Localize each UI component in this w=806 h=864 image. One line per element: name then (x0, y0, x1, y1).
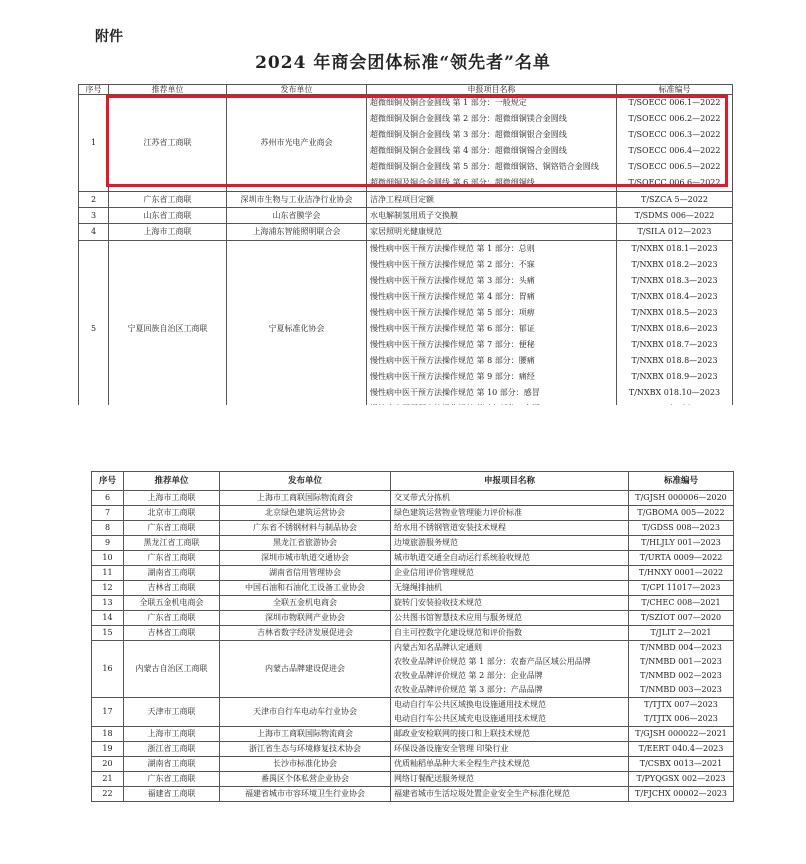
project-cell (391, 506, 629, 521)
project-cell (367, 192, 617, 208)
table-row (92, 581, 734, 596)
row-number: 17 (92, 698, 124, 727)
code-line: T/TJTX 007—2023 (644, 700, 718, 709)
code-line: T/SZCA 5—2022 (641, 194, 708, 204)
table-row (79, 240, 733, 417)
code-line: T/NMBD 002—2023 (640, 671, 722, 680)
publisher-cell: 深圳市城市轨道交通协会 (220, 551, 391, 566)
code-line: T/CPI 11017—2023 (641, 583, 721, 592)
header-publisher: 发布单位 (220, 472, 391, 491)
table-row (92, 566, 734, 581)
project-line: 农牧业品牌评价规范 第 2 部分：企业品牌 (394, 671, 543, 680)
project-line: 超微细铜及铜合金圆线 第 1 部分：一般规定 (370, 98, 527, 107)
code-line: T/SILA 012—2023 (637, 226, 712, 236)
table-row (92, 596, 734, 611)
project-line: 超微细铜及铜合金圆线 第 4 部分：超微细铜锡合金圆线 (370, 146, 567, 155)
publisher-cell: 中国石油和石油化工设备工业协会 (220, 581, 391, 596)
code-cell (629, 641, 734, 698)
row-number: 10 (92, 551, 124, 566)
project-cell (367, 95, 617, 192)
code-cell (617, 208, 733, 224)
code-line: T/GJSH 000006—2020 (635, 493, 727, 502)
header-project: 申报项目名称 (391, 472, 629, 491)
table-row (92, 641, 734, 698)
code-line: T/NXBX 018.4—2023 (631, 291, 718, 301)
project-line: 环保设备设施安全管理 印染行业 (394, 744, 509, 753)
table-row (92, 536, 734, 551)
project-cell (391, 727, 629, 742)
recommender-cell: 宁夏回族自治区工商联 (109, 240, 227, 417)
code-cell (629, 506, 734, 521)
recommender-cell: 湖南省工商联 (124, 566, 220, 581)
recommender-cell: 上海市工商联 (124, 727, 220, 742)
project-cell (391, 566, 629, 581)
page-gap (0, 405, 806, 465)
code-line: T/CHEC 008—2021 (641, 598, 721, 607)
code-line: T/SOECC 006.6—2022 (628, 178, 721, 187)
table-row (79, 208, 733, 224)
code-line: T/NXBX 018.8—2023 (631, 355, 718, 365)
recommender-cell: 全联五金机电商会 (124, 596, 220, 611)
code-line: T/SOECC 006.4—2022 (628, 146, 721, 155)
project-cell (391, 596, 629, 611)
publisher-cell: 福建省城市市容环境卫生行业协会 (220, 787, 391, 802)
row-number: 8 (92, 521, 124, 536)
recommender-cell: 广东省工商联 (109, 192, 227, 208)
publisher-cell: 黑龙江省旅游协会 (220, 536, 391, 551)
table-row (92, 787, 734, 802)
project-cell (391, 581, 629, 596)
project-cell (391, 521, 629, 536)
publisher-cell: 深圳市生物与工业洁净行业协会 (227, 192, 367, 208)
table-row (92, 521, 734, 536)
project-line: 交叉带式分拣机 (394, 493, 450, 502)
code-cell (629, 491, 734, 506)
header-no: 序号 (79, 85, 109, 95)
row-number: 6 (92, 491, 124, 506)
project-line: 慢性病中医干预方法操作规范 第 4 部分：胃痛 (370, 291, 535, 301)
project-cell (367, 240, 617, 417)
row-number: 9 (92, 536, 124, 551)
publisher-cell: 浙江省生态与环境修复技术协会 (220, 742, 391, 757)
project-line: 内蒙古知名品牌认定通则 (394, 643, 482, 652)
code-line: T/GJSH 000022—2021 (635, 729, 727, 738)
code-cell (629, 772, 734, 787)
project-line: 边境旅游服务规范 (394, 538, 458, 547)
code-line: T/NXBX 018.7—2023 (631, 339, 718, 349)
project-line: 农牧业品牌评价规范 第 3 部分：产品品牌 (394, 685, 543, 694)
project-cell (391, 611, 629, 626)
standards-table-page2 (91, 471, 734, 802)
row-number: 4 (79, 224, 109, 240)
project-line: 企业信用评价管理规范 (394, 568, 474, 577)
code-line: T/NXBX 018.1—2023 (631, 243, 718, 253)
publisher-cell: 深圳市物联网产业协会 (220, 611, 391, 626)
code-cell (629, 536, 734, 551)
project-line: 网络订餐配送服务规范 (394, 774, 474, 783)
publisher-cell: 宁夏标准化协会 (227, 240, 367, 417)
code-line: T/NMBD 004—2023 (640, 643, 722, 652)
row-number: 12 (92, 581, 124, 596)
recommender-cell: 黑龙江省工商联 (124, 536, 220, 551)
recommender-cell: 江苏省工商联 (109, 95, 227, 192)
code-cell (629, 698, 734, 727)
code-line: T/SOECC 006.5—2022 (628, 162, 721, 171)
recommender-cell: 北京市工商联 (124, 506, 220, 521)
recommender-cell: 吉林省工商联 (124, 626, 220, 641)
project-cell (391, 787, 629, 802)
code-line: T/SZIOT 007—2020 (640, 613, 722, 622)
row-number: 1 (79, 95, 109, 192)
header-project: 申报项目名称 (367, 85, 617, 95)
row-number: 11 (92, 566, 124, 581)
row-number: 22 (92, 787, 124, 802)
row-number: 5 (79, 240, 109, 417)
table-row (92, 491, 734, 506)
code-line: T/NXBX 018.9—2023 (631, 371, 718, 381)
project-cell (391, 626, 629, 641)
recommender-cell: 上海市工商联 (124, 491, 220, 506)
recommender-cell: 广东省工商联 (124, 611, 220, 626)
publisher-cell: 北京绿色建筑运营协会 (220, 506, 391, 521)
code-cell (629, 727, 734, 742)
table-row (92, 727, 734, 742)
project-line: 邮政业安检联网的接口和上联技术规范 (394, 729, 530, 738)
table1-body (79, 95, 733, 418)
project-line: 超微细铜及铜合金圆线 第 6 部分：超微细铜线 (370, 178, 535, 187)
project-line: 福建省城市生活垃圾处置企业安全生产标准化规范 (394, 789, 570, 798)
project-line: 慢性病中医干预方法操作规范 第 5 部分：项痹 (370, 307, 535, 317)
code-line: T/SOECC 006.3—2022 (628, 130, 721, 139)
publisher-cell: 上海浦东智能照明联合会 (227, 224, 367, 240)
project-cell (367, 224, 617, 240)
code-line: T/GDSS 008—2023 (642, 523, 720, 532)
table-row (92, 772, 734, 787)
project-line: 慢性病中医干预方法操作规范 第 10 部分：感冒 (370, 387, 540, 397)
recommender-cell: 福建省工商联 (124, 787, 220, 802)
table-row (79, 224, 733, 240)
table-row (92, 698, 734, 727)
project-line: 慢性病中医干预方法操作规范 第 9 部分：痛经 (370, 371, 535, 381)
header-recommender: 推荐单位 (124, 472, 220, 491)
table-row (79, 95, 733, 192)
header-code: 标准编号 (617, 85, 733, 95)
publisher-cell: 内蒙古品牌建设促进会 (220, 641, 391, 698)
publisher-cell: 长沙市标准化协会 (220, 757, 391, 772)
code-line: T/GBOMA 005—2022 (637, 508, 725, 517)
publisher-cell: 山东省膜学会 (227, 208, 367, 224)
row-number: 3 (79, 208, 109, 224)
row-number: 16 (92, 641, 124, 698)
row-number: 21 (92, 772, 124, 787)
publisher-cell: 吉林省数字经济发展促进会 (220, 626, 391, 641)
publisher-cell: 苏州市光电产业商会 (227, 95, 367, 192)
publisher-cell: 天津市自行车电动车行业协会 (220, 698, 391, 727)
code-line: T/HLJLY 001—2023 (641, 538, 721, 547)
header-recommender: 推荐单位 (109, 85, 227, 95)
row-number: 15 (92, 626, 124, 641)
code-line: T/NXBX 018.3—2023 (631, 275, 718, 285)
project-line: 无缝绳排抽机 (394, 583, 442, 592)
code-cell (629, 581, 734, 596)
publisher-cell: 广东省不锈钢材料与制品协会 (220, 521, 391, 536)
project-cell (367, 208, 617, 224)
publisher-cell: 全联五金机电商会 (220, 596, 391, 611)
project-line: 慢性病中医干预方法操作规范 第 3 部分：头痛 (370, 275, 535, 285)
standards-table-page1 (78, 84, 733, 418)
code-line: T/NMBD 001—2023 (640, 657, 722, 666)
project-line: 绿色建筑运营物业管理能力评价标准 (394, 508, 522, 517)
recommender-cell: 内蒙古自治区工商联 (124, 641, 220, 698)
project-line: 超微细铜及铜合金圆线 第 2 部分：超微细铜镁合金圆线 (370, 114, 567, 123)
code-line: T/NXBX 018.5—2023 (631, 307, 718, 317)
page-title: 2024 年商会团体标准“领先者”名单 (255, 53, 551, 73)
row-number: 2 (79, 192, 109, 208)
code-line: T/PYQGSX 002—2023 (636, 774, 726, 783)
recommender-cell: 湖南省工商联 (124, 757, 220, 772)
table-row (92, 551, 734, 566)
code-cell (629, 551, 734, 566)
project-line: 城市轨道交通全自动运行系统验收规范 (394, 553, 530, 562)
table-row (92, 611, 734, 626)
code-line: T/EERT 040.4—2023 (638, 744, 724, 753)
project-line: 超微细铜及铜合金圆线 第 3 部分：超微细铜银合金圆线 (370, 130, 567, 139)
code-line: T/HNXY 0001—2022 (638, 568, 724, 577)
code-cell (617, 240, 733, 417)
code-cell (629, 757, 734, 772)
row-number: 18 (92, 727, 124, 742)
code-line: T/FJCHX 00002—2023 (635, 789, 727, 798)
code-line: T/NXBX 018.2—2023 (631, 259, 718, 269)
row-number: 13 (92, 596, 124, 611)
header-publisher: 发布单位 (227, 85, 367, 95)
code-cell (617, 192, 733, 208)
code-cell (629, 521, 734, 536)
code-cell (629, 626, 734, 641)
project-line: 慢性病中医干预方法操作规范 第 1 部分：总则 (370, 243, 535, 253)
row-number: 7 (92, 506, 124, 521)
project-line: 慢性病中医干预方法操作规范 第 6 部分：郁证 (370, 323, 535, 333)
recommender-cell: 广东省工商联 (124, 772, 220, 787)
code-line: T/NMBD 003—2023 (640, 685, 722, 694)
code-line: T/SOECC 006.2—2022 (628, 114, 721, 123)
publisher-cell: 上海市工商联国际物流商会 (220, 727, 391, 742)
recommender-cell: 山东省工商联 (109, 208, 227, 224)
project-line: 慢性病中医干预方法操作规范 第 2 部分：不寐 (370, 259, 535, 269)
project-line: 电动自行车公共区域换电设施通用技术规范 (394, 700, 546, 709)
code-line: T/SDMS 006—2022 (634, 210, 715, 220)
project-cell (391, 742, 629, 757)
attachment-label: 附件 (95, 29, 123, 45)
project-line: 超微细铜及铜合金圆线 第 5 部分：超微细铜铬、铜铬锆合金圆线 (370, 162, 599, 171)
row-number: 19 (92, 742, 124, 757)
publisher-cell: 上海市工商联国际物流商会 (220, 491, 391, 506)
code-cell (617, 95, 733, 192)
project-line: 慢性病中医干预方法操作规范 第 8 部分：腰痛 (370, 355, 535, 365)
project-line: 水电解制氢用质子交换膜 (370, 210, 458, 220)
code-cell (629, 742, 734, 757)
code-cell (629, 611, 734, 626)
project-line: 家居照明光健康规范 (370, 226, 442, 236)
table2-body (92, 491, 734, 802)
project-line: 给水用不锈钢管道安装技术规程 (394, 523, 506, 532)
header-code: 标准编号 (629, 472, 734, 491)
code-line: T/SOECC 006.1—2022 (628, 98, 721, 107)
code-line: T/NXBX 018.6—2023 (631, 323, 718, 333)
recommender-cell: 上海市工商联 (109, 224, 227, 240)
recommender-cell: 广东省工商联 (124, 551, 220, 566)
project-cell (391, 757, 629, 772)
code-line: T/JLIT 2—2021 (650, 628, 712, 637)
code-cell (629, 566, 734, 581)
project-cell (391, 551, 629, 566)
project-line: 电动自行车公共区域充电设施通用技术规范 (394, 714, 546, 723)
table-row (92, 742, 734, 757)
code-cell (629, 596, 734, 611)
project-line: 自主可控数字化建设规范和评价指数 (394, 628, 522, 637)
project-line: 农牧业品牌评价规范 第 1 部分：农畜产品区域公用品牌 (394, 657, 591, 666)
project-line: 旋转门安装验收技术规范 (394, 598, 482, 607)
row-number: 14 (92, 611, 124, 626)
recommender-cell: 吉林省工商联 (124, 581, 220, 596)
project-cell (391, 641, 629, 698)
row-number: 20 (92, 757, 124, 772)
project-line: 慢性病中医干预方法操作规范 第 7 部分：便秘 (370, 339, 535, 349)
recommender-cell: 天津市工商联 (124, 698, 220, 727)
table-row (79, 192, 733, 208)
publisher-cell: 番禺区个体私营企业协会 (220, 772, 391, 787)
project-cell (391, 536, 629, 551)
recommender-cell: 浙江省工商联 (124, 742, 220, 757)
project-line: 洁净工程项目定额 (370, 194, 434, 204)
publisher-cell: 湖南省信用管理协会 (220, 566, 391, 581)
table-row (92, 506, 734, 521)
project-line: 公共图书馆智慧技术应用与服务规范 (394, 613, 522, 622)
code-cell (617, 224, 733, 240)
project-cell (391, 772, 629, 787)
project-cell (391, 491, 629, 506)
project-line: 优质籼稻单品种大米全程生产技术规范 (394, 759, 530, 768)
code-line: T/TJTX 006—2023 (644, 714, 718, 723)
code-line: T/CSBX 0013—2021 (639, 759, 723, 768)
recommender-cell: 广东省工商联 (124, 521, 220, 536)
code-line: T/URTA 0009—2022 (639, 553, 723, 562)
code-line: T/NXBX 018.10—2023 (628, 387, 721, 397)
code-cell (629, 787, 734, 802)
table-row (92, 757, 734, 772)
project-cell (391, 698, 629, 727)
header-no: 序号 (92, 472, 124, 491)
table-row (92, 626, 734, 641)
